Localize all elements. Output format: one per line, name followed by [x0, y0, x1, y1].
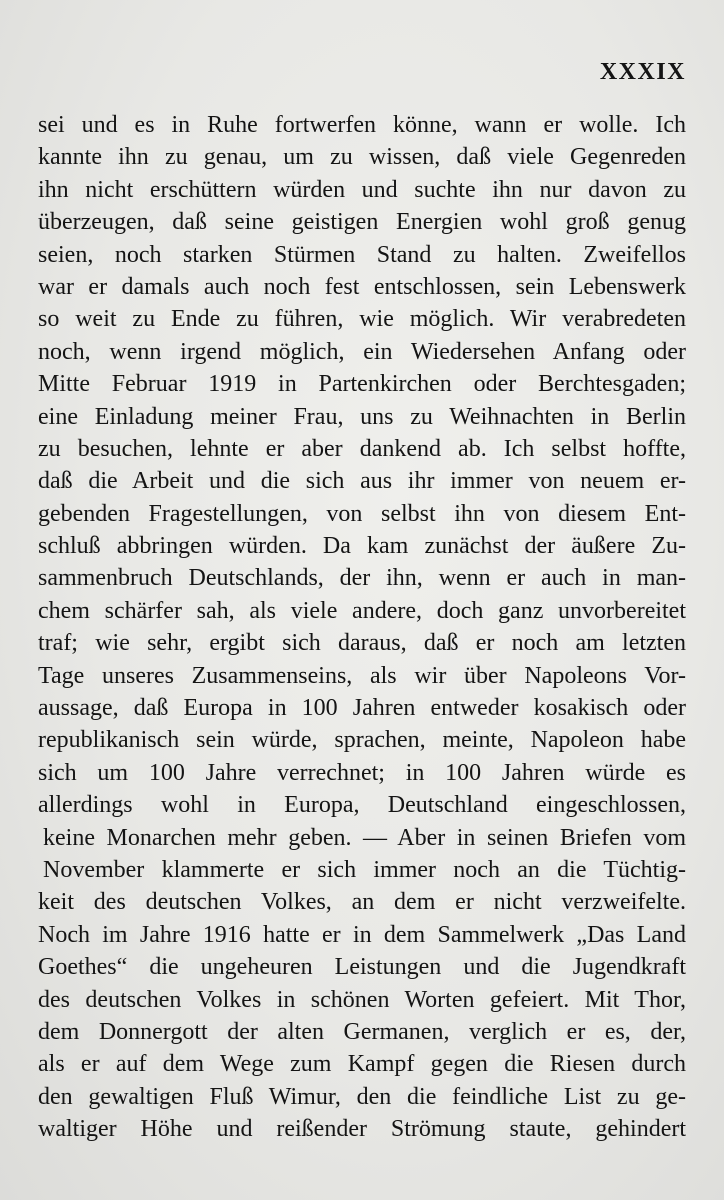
text-line: daß die Arbeit und die sich aus ihr immer von neuem er- — [38, 468, 686, 495]
text-line: Tage unseres Zusammenseins, als wir über Napoleons Vor- — [38, 662, 686, 689]
text-line: als er auf dem Wege zum Kampf gegen die Riesen durch — [38, 1051, 686, 1078]
page-number: XXXIX — [599, 59, 686, 85]
text-line: gebenden Fragestellungen, von selbst ihn von diesem Ent- — [38, 500, 686, 527]
text-line: ihn nicht erschüttern würden und suchte ihn nur davon zu — [38, 176, 686, 203]
text-line: den gewaltigen Fluß Wimur, den die feindliche List zu ge- — [38, 1083, 686, 1110]
text-line: Mitte Februar 1919 in Partenkirchen oder Berchtesgaden; — [38, 371, 686, 398]
text-line: dem Donnergott der alten Germanen, verglich er es, der, — [38, 1018, 686, 1045]
text-line: noch, wenn irgend möglich, ein Wiedersehen Anfang oder — [38, 338, 686, 365]
text-line: war er damals auch noch fest entschlossen, sein Lebenswerk — [38, 273, 686, 300]
text-line: allerdings wohl in Europa, Deutschland eingeschlossen, — [38, 792, 686, 819]
text-line: aussage, daß Europa in 100 Jahren entweder kosakisch oder — [38, 695, 686, 722]
text-line: schluß abbringen würden. Da kam zunächst der äußere Zu- — [38, 533, 686, 560]
text-line: Noch im Jahre 1916 hatte er in dem Sammelwerk „Das Land — [38, 921, 686, 948]
text-line: sich um 100 Jahre verrechnet; in 100 Jahren würde es — [38, 759, 686, 786]
body-text — [38, 109, 686, 1146]
text-line: sei und es in Ruhe fortwerfen könne, wann er wolle. Ich — [38, 112, 686, 138]
text-line: eine Einladung meiner Frau, uns zu Weihnachten in Berlin — [38, 403, 686, 430]
text-line: seien, noch starken Stürmen Stand zu halten. Zweifellos — [38, 241, 686, 268]
text-line: republikanisch sein würde, sprachen, meinte, Napoleon habe — [38, 727, 686, 754]
text-line: zu besuchen, lehnte er aber dankend ab. Ich selbst hoffte, — [38, 435, 686, 462]
text-line: waltiger Höhe und reißender Strömung staute, gehindert — [38, 1116, 686, 1143]
text-line: so weit zu Ende zu führen, wie möglich. Wir verabredeten — [38, 306, 686, 333]
text-line: traf; wie sehr, ergibt sich daraus, daß er noch am letzten — [38, 630, 686, 657]
text-line: keit des deutschen Volkes, an dem er nicht verzweifelte. — [38, 889, 686, 916]
text-line: chem schärfer sah, als viele andere, doch ganz unvorbereitet — [38, 597, 686, 624]
text-line: überzeugen, daß seine geistigen Energien wohl groß genug — [38, 209, 686, 236]
text-line: keine Monarchen mehr geben. — Aber in seinen Briefen vom — [43, 824, 686, 851]
text-line: Goethes“ die ungeheuren Leistungen und die Jugendkraft — [38, 954, 686, 981]
text-line: kannte ihn zu genau, um zu wissen, daß viele Gegenreden — [38, 144, 686, 171]
text-line: des deutschen Volkes in schönen Worten gefeiert. Mit Thor, — [38, 986, 686, 1013]
text-line: November klammerte er sich immer noch an die Tüchtig- — [43, 856, 686, 883]
text-line: sammenbruch Deutschlands, der ihn, wenn er auch in man- — [38, 565, 686, 592]
